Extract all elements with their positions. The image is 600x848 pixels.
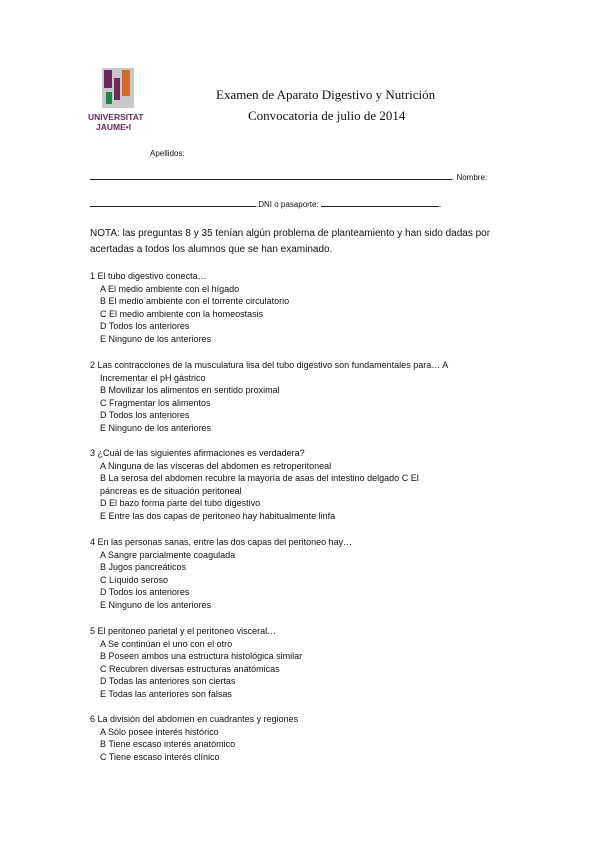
option: C Tiene escaso interés clínico [100,751,220,762]
option: B Jugos pancreáticos [100,562,187,573]
nota-paragraph: NOTA: las preguntas 8 y 35 tenían algún problema de planteamiento y han sido dadas por acertadas a todos los alumnos que se han examinado. [90,228,491,255]
question-2 [90,359,490,435]
dni-line [90,200,441,209]
dni-end: . [438,200,442,209]
logo-mark-green [106,92,112,104]
option: E Ninguno de los anteriores [100,333,212,344]
option: C Fragmentar los alimentos [100,397,211,408]
option: E Entre las dos capas de peritoneo hay habitualmente linfa [100,510,336,521]
option: A Se continúan el uno con el otro [100,638,233,649]
question-1 [90,270,490,346]
option: páncreas es de situación peritoneal [100,485,242,496]
option: D Todos los anteriores [100,410,190,421]
question-stem: 1 El tubo digestivo conecta… [90,271,207,281]
option: Incrementar el pH gástrico [100,372,206,383]
option: C El medio ambiente con la homeostasis [100,308,264,319]
logo-text-2: JAUME•I [96,122,132,132]
question-stem: 3 ¿Cuál de las siguientes afirmaciones es verdadera? [90,448,305,458]
title-line-1: Examen de Aparato Digestivo y Nutrición [216,87,436,102]
university-logo [88,68,148,134]
logo-mark-u [114,78,120,100]
apellidos-field[interactable] [90,178,452,180]
option: A El medio ambiente con el hígado [100,283,240,294]
option: A Sólo posee interés histórico [100,726,219,737]
option: B La serosa del abdomen recubre la mayoría de asas del intestino delgado C El [100,473,419,484]
option: E Ninguno de los anteriores [100,422,212,433]
option: A Ninguna de las vísceras del abdomen es retroperitoneal [100,460,332,471]
option: D El bazo forma parte del tubo digestivo [100,498,261,509]
question-6 [90,713,490,763]
question-5 [90,625,490,701]
question-stem: 6 La división del abdomen en cuadrantes y regiones [90,714,299,724]
apellidos-nombre-line [90,173,487,182]
apellidos-label: Apellidos: [150,149,185,158]
option: B Tiene escaso interés anatómico [100,739,236,750]
logo-text-1: UNIVERSITAT [88,112,144,122]
option: C Recubren diversas estructuras anatómicas [100,663,280,674]
question-stem: 4 En las personas sanas, entre las dos capas del peritoneo hay… [90,537,353,547]
logo-mark-j [104,70,112,88]
option: E Ninguno de los anteriores [100,599,212,610]
option: D Todas las anteriores son ciertas [100,676,236,687]
title-line-2: Convocatoria de julio de 2014 [248,108,406,123]
option: D Todos los anteriores [100,587,190,598]
question-stem: 5 El peritoneo parietal y el peritoneo visceral… [90,626,277,636]
question-3 [90,447,490,523]
dni-label: .DNI o pasaporte: [256,200,319,209]
option: D Todos los anteriores [100,321,190,332]
option: E Todas las anteriores son falsas [100,688,232,699]
nombre-label: . Nombre: [452,173,488,182]
option: B Poseen ambos una estructura histológica similar [100,651,303,662]
dni-field[interactable] [321,205,439,207]
logo-mark-i [122,70,130,96]
option: B Movilizar los alimentos en sentido proximal [100,385,280,396]
option: C Líquido seroso [100,574,169,585]
name-field[interactable] [90,205,256,207]
question-4 [90,536,490,612]
question-stem: 2 Las contracciones de la musculatura lisa del tubo digestivo son fundamentales para… A [90,360,449,370]
option: A Sangre parcialmente coagulada [100,549,236,560]
option: B El medio ambiente con el torrente circulatorio [100,296,290,307]
document-title [216,84,435,126]
